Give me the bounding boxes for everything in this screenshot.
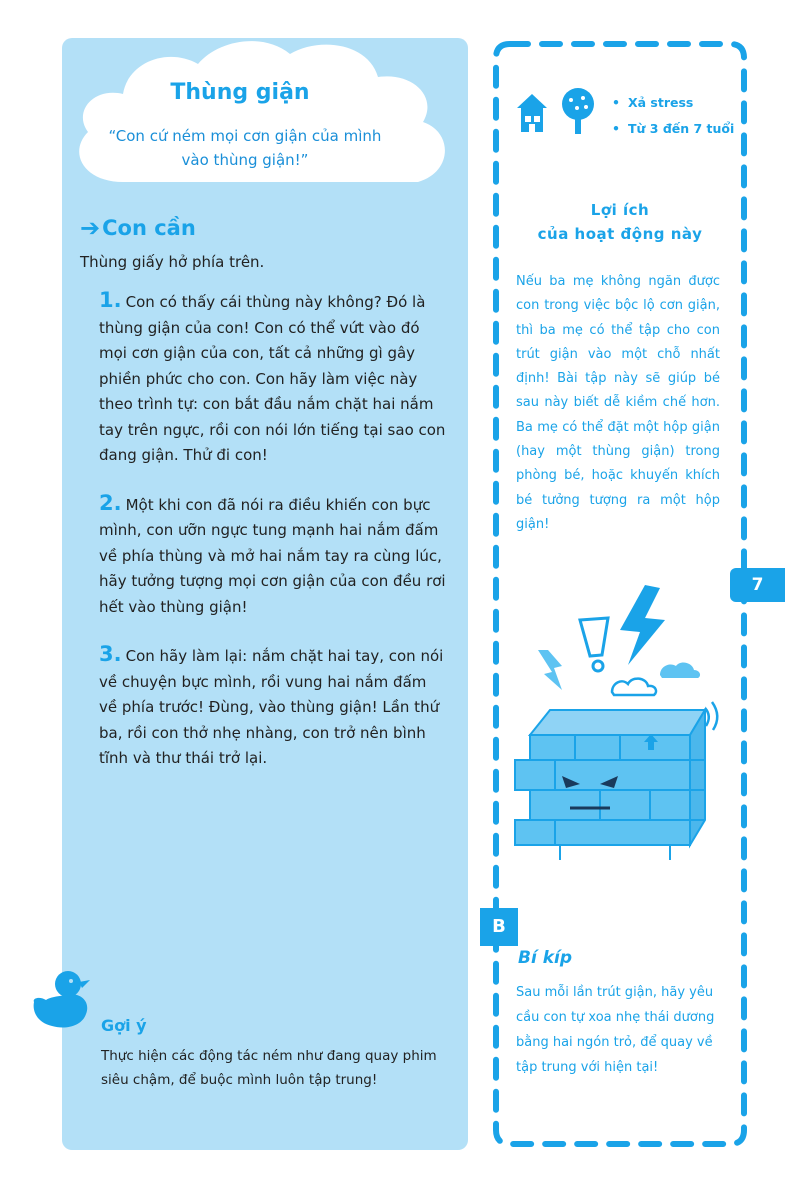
step-number: 2. <box>99 490 122 515</box>
step-text: Một khi con đã nói ra điều khiến con bực mình, con ưỡn ngực tung mạnh hai nắm đấm về phía thùng và mở hai nắm tay ra cùng lúc, hãy tưởng tượng mọi cơn giận của con đều rơi hết vào thùng giận! <box>99 495 446 616</box>
benefits-title-line1: Lợi ích <box>590 201 650 219</box>
house-icon <box>516 92 548 134</box>
activity-quote: “Con cứ ném mọi cơn giận của mình vào thùng giận!” <box>108 127 382 169</box>
tag-item: • Từ 3 đến 7 tuổi <box>612 116 734 142</box>
hint-text: Thực hiện các động tác ném như đang quay phim siêu chậm, để buộc mình luôn tập trung! <box>101 1048 437 1088</box>
tips-badge: B <box>480 908 518 946</box>
angry-box-illustration <box>500 580 730 870</box>
step-number: 3. <box>99 642 122 666</box>
hint-title: Gợi ý <box>101 1016 147 1035</box>
step-number: 1. <box>99 288 122 312</box>
needs-text: Thùng giấy hở phía trên. <box>80 253 265 271</box>
lightning-icon <box>538 650 562 690</box>
benefits-title <box>510 198 730 246</box>
activity-title: Thùng giận <box>170 80 310 105</box>
arrow-right-icon: ➔ <box>80 214 101 242</box>
tips-title: Bí kíp <box>518 948 573 968</box>
benefits-title-line2: của hoạt động này <box>537 225 703 243</box>
tips-text: Sau mỗi lần trút giận, hãy yêu cầu con tự xoa nhẹ thái dương bằng hai ngón trỏ, để quay về tập trung với hiện tại! <box>516 985 715 1075</box>
benefits-text: Nếu ba mẹ không ngăn được con trong việc bộc lộ cơn giận, thì ba mẹ có thể tập cho con trút giận vào một chỗ nhất định! Bài tập này sẽ giúp bé sau này biết dễ kiềm chế hơn. Ba mẹ có thể đặt một hộp giận (hay một thùng giận) trong phòng bé, hoặc khuyến khích bé tưởng tượng ra một hộp giận! <box>516 274 720 532</box>
needs-heading-text: Con cần <box>102 216 196 240</box>
tags-list <box>612 90 734 142</box>
cloud-icon <box>612 679 656 695</box>
cloud-icon <box>660 663 700 678</box>
step-text: Con có thấy cái thùng này không? Đó là thùng giận của con! Con có thể vứt vào đó mọi cơn giận của con, tất cả những gì gây phiền phức cho con. Con hãy làm việc này theo trình tự: con bắt đầu nắm chặt hai nắm tay trên ngực, rồi con nói lớn tiếng tại sao con đang giận. Thử đi con! <box>99 293 446 464</box>
lightning-icon <box>620 585 665 665</box>
tag-item: • Xả stress <box>612 90 734 116</box>
page-number: 7 <box>730 568 785 602</box>
step-text: Con hãy làm lại: nắm chặt hai tay, con nói về chuyện bực mình, rồi vung hai nắm đấm về phía trước! Đùng, vào thùng giận! Lần thứ ba, rồi con thở nhẹ nhàng, con trở nên bình tĩnh và thư thái trở lại. <box>99 647 444 767</box>
tree-icon <box>558 86 598 136</box>
exclamation-icon <box>580 618 608 656</box>
